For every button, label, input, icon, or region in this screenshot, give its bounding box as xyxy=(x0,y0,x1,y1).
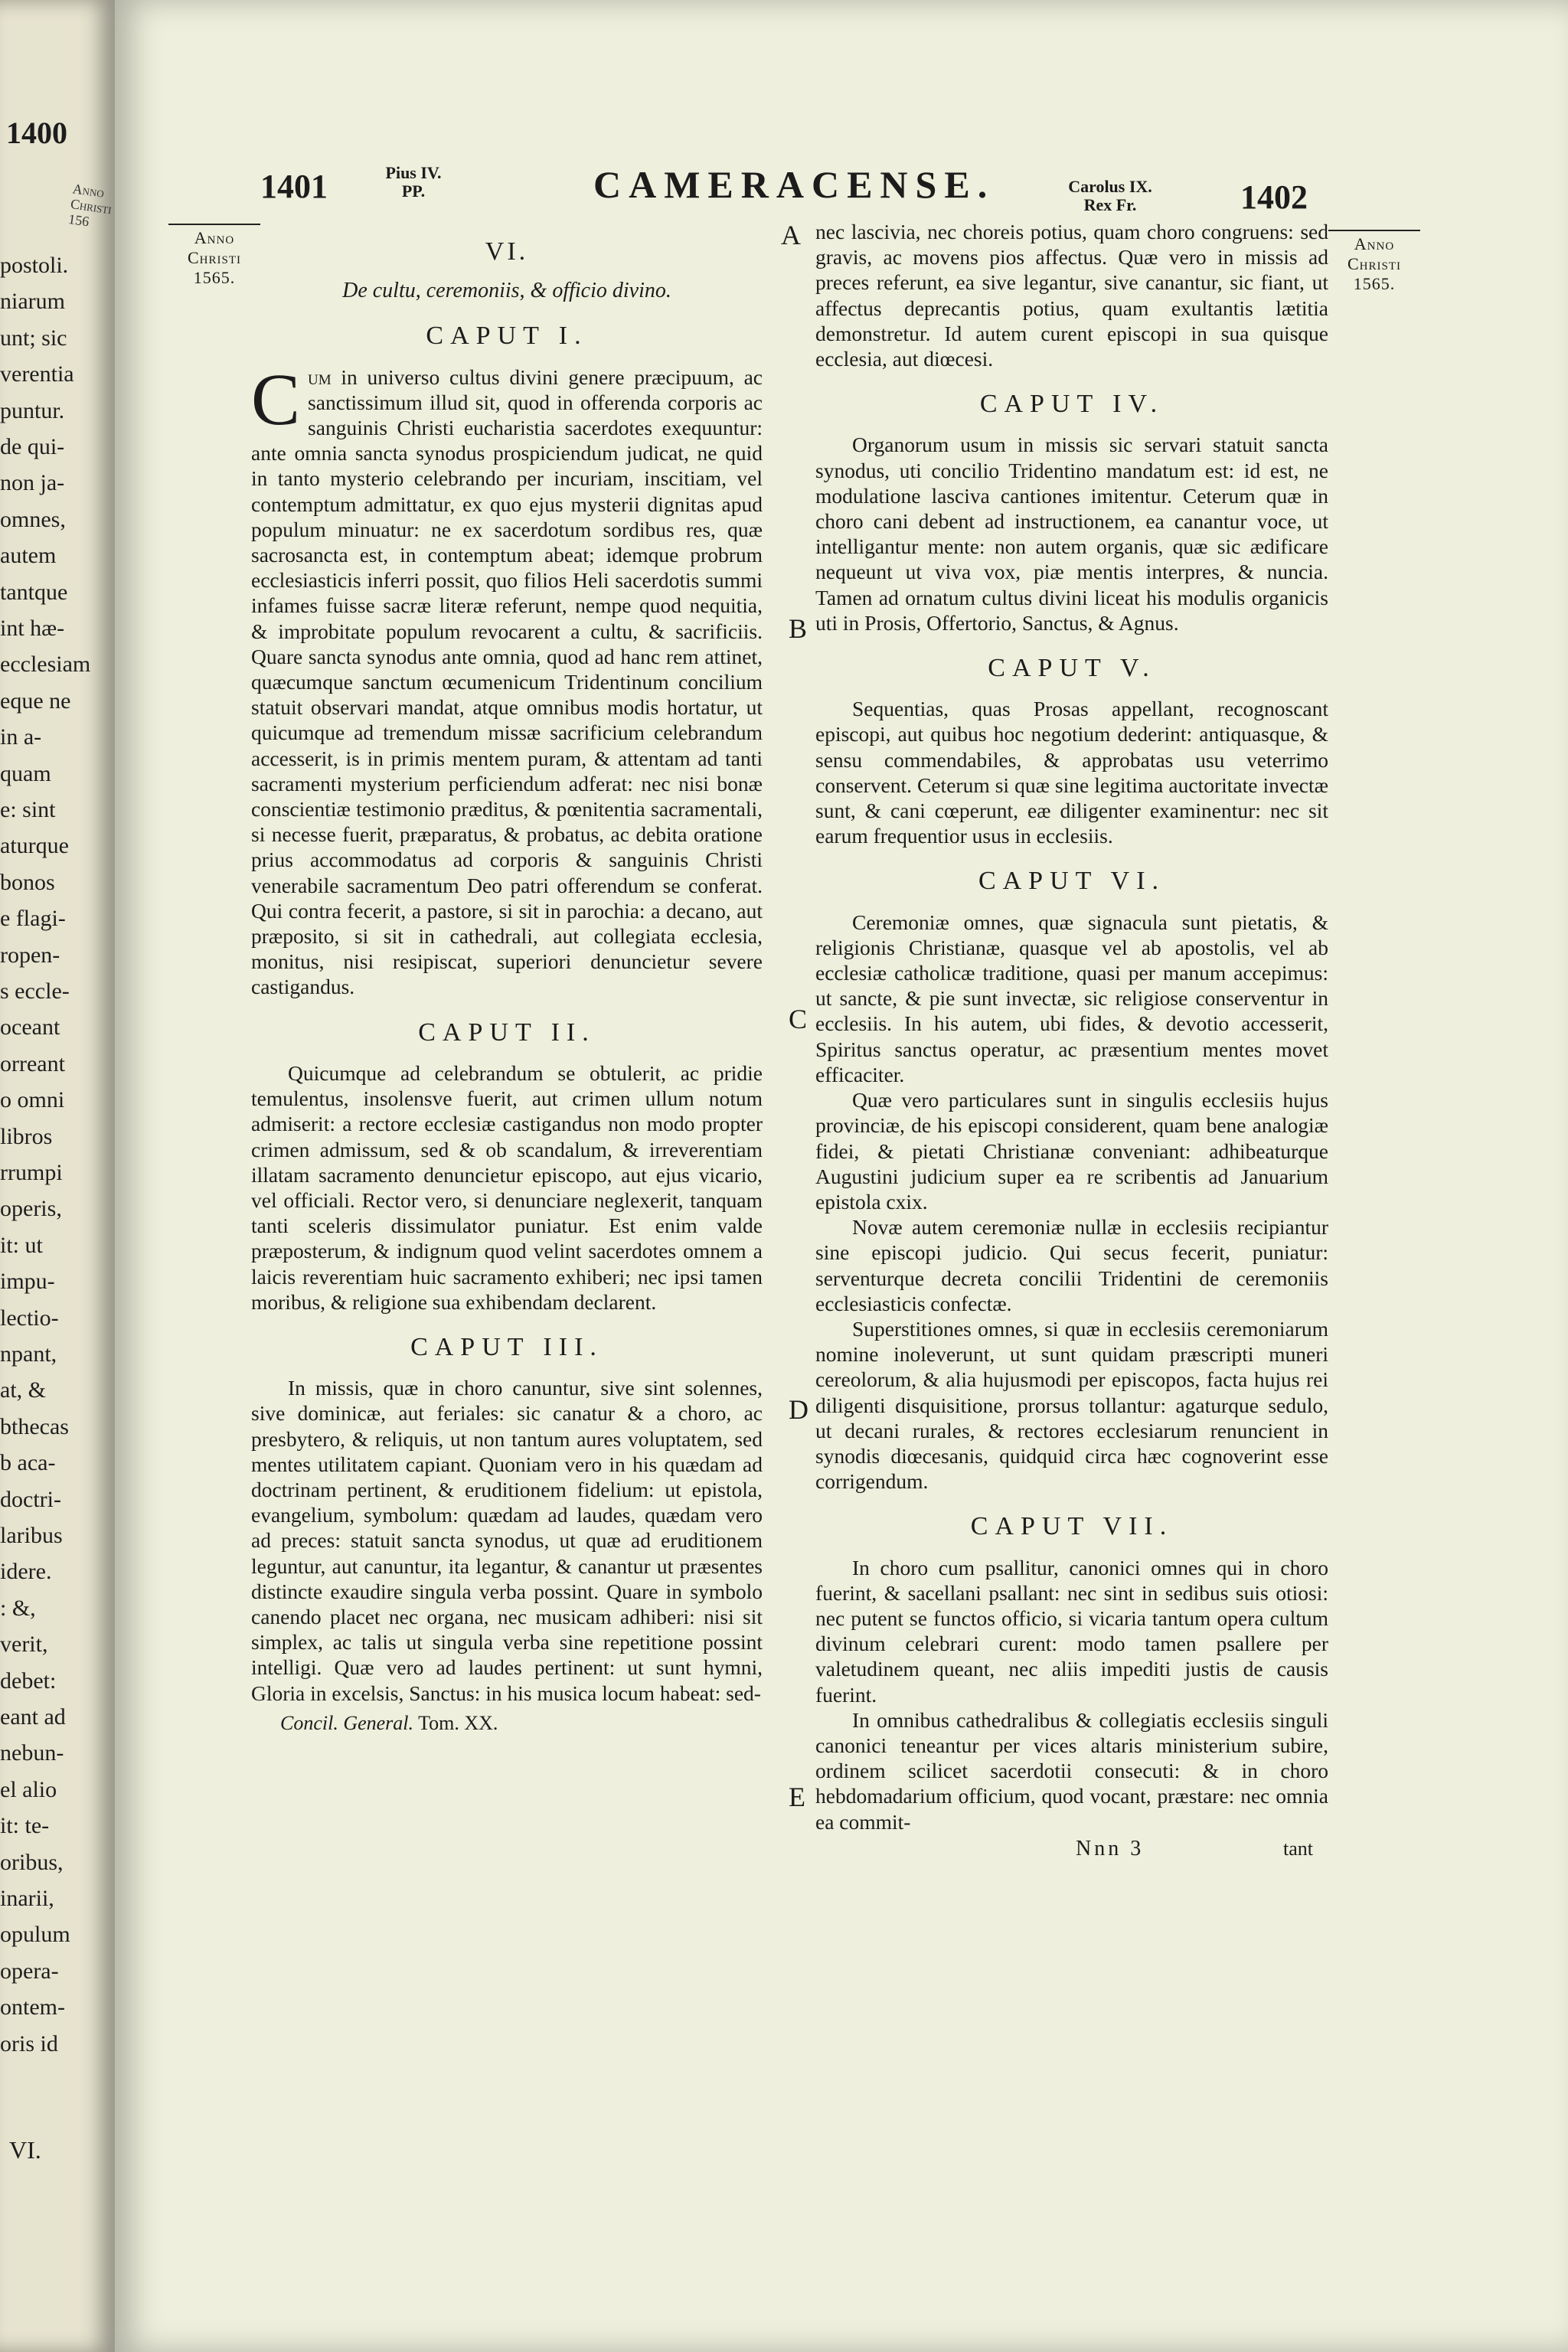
caput-2-text: Quicumque ad celebrandum se obtulerit, ac pridie temulentus, insolensve fuerit, aut crimen ullum notum admiserit: a rectore ecclesiæ castigandus non modo propter crimen admissum, sed & ob scandalum, & irreverentiam illatam sacramento denuncietur episcopo, aut ejus vicario, vel officiali. Rector vero, si denunciare neglexerit, tanquam tanti sceleris dissimulator puniatur. Est enim valde præposterum, & indignum quod velint sacerdotes omnem a laicis reverentiam huic sacramento exhiberi; nec ipsi tamen moribus, & religione sua exhibendam declarent. xyxy=(251,1060,763,1314)
previous-page-footer: VI. xyxy=(9,2136,41,2164)
caput-1-first-word: um xyxy=(308,364,332,389)
footer-note-prefix: Concil. General. xyxy=(280,1711,414,1734)
anno-right-line2: Christi xyxy=(1347,254,1401,273)
previous-page-fragment: oris id xyxy=(0,2031,58,2056)
margin-letter-a: A xyxy=(781,220,801,250)
previous-page-fragment: int hæ- xyxy=(0,616,65,641)
caput-3-heading: CAPUT III. xyxy=(410,1332,603,1361)
caput-5-heading: CAPUT V. xyxy=(988,654,1156,683)
previous-page-number: 1400 xyxy=(6,116,67,150)
previous-page-fragment: idere. xyxy=(0,1559,52,1584)
main-page xyxy=(115,0,1568,2352)
caput-7-heading: CAPUT VII. xyxy=(970,1512,1174,1541)
previous-page-fragment: eant ad xyxy=(0,1704,66,1730)
previous-page-edge xyxy=(0,0,115,2352)
previous-page-fragment: quam xyxy=(0,761,51,786)
previous-page-fragment: e flagi- xyxy=(0,906,66,931)
previous-page-fragment: rrumpi xyxy=(0,1160,63,1185)
drop-capital: C xyxy=(251,358,301,440)
signature-mark: Nnn 3 xyxy=(1076,1836,1145,1860)
right-running-head-line1: Carolus IX. xyxy=(1068,177,1152,196)
previous-page-fragment: debet: xyxy=(0,1668,57,1694)
caput-3-text: In missis, quæ in choro canuntur, sive sint solennes, sive dominicæ, aut feriales: sic canatur & a choro, ac presbytero, & reliquis, ut non tantum aures voluptatem, sed mentes utilitatem capiant. Quoniam vero in his quædam ad doctrinam pertinent, & eruditionem fidelium: ut epistola, evangelium, symbolum: quædam ad laudes, quædam vero ad preces: statuit sancta synodus, ut quæ ad eruditionem leguntur, aut canuntur, ita legantur, & canantur ut præsentes distincte exaudire singula verba possint. Quare in symbolo canendo placet nec organa, nec musicam adhiberi: nisi sit simplex, ac talis ut singula verba sine repetitione possint intelligi. Quæ vero ad laudes pertinent: ut sunt hymni, Gloria in excelsis, Sanctus: in his musica locum habeat: sed- xyxy=(251,1376,763,1705)
previous-page-fragment: laribus xyxy=(0,1523,63,1548)
caput-1-text xyxy=(251,358,763,1000)
section-title: De cultu, ceremoniis, & officio divino. xyxy=(342,279,671,303)
previous-page-fragment: bthecas xyxy=(0,1414,69,1439)
previous-page-fragment: ropen- xyxy=(0,942,60,968)
margin-letter-c: C xyxy=(789,1004,808,1034)
previous-page-fragment: aturque xyxy=(0,833,69,858)
right-page-number: 1402 xyxy=(1240,178,1308,216)
previous-page-fragment: o omni xyxy=(0,1087,65,1112)
anno-right-line1: Anno xyxy=(1354,234,1395,253)
previous-page-fragment: opera- xyxy=(0,1958,59,1984)
previous-page-fragment: puntur. xyxy=(0,398,65,423)
previous-page-fragment: it: ut xyxy=(0,1233,43,1258)
caput-6-heading: CAPUT VI. xyxy=(978,867,1166,896)
caput-1-heading: CAPUT I. xyxy=(426,322,588,351)
previous-page-fragment: autem xyxy=(0,543,57,568)
previous-page-fragment: de qui- xyxy=(0,434,65,459)
previous-page-fragment: it: te- xyxy=(0,1813,50,1838)
caput-6-paragraph-3: Novæ autem ceremoniæ nullæ in ecclesiis recipiantur sine episcopi judicio. Qui secus fecerit, puniatur: serventurque decreta concilii Tridentini de ceremoniis ecclesiasticis confectæ. xyxy=(815,1215,1328,1315)
continuation-text: nec lascivia, nec choreis potius, quam choro congruens: sed gravis, ac movens pios affectus. Quæ vero in missis ad preces referunt, ea sive legantur, sive canantur, sic fiant, ut affectus deprecantis potius, quam exultantis lætitia demonstretur. Id autem curent episcopi in sua quisque ecclesia, aut diœcesi. xyxy=(815,220,1328,371)
previous-page-fragment: at, & xyxy=(0,1377,46,1403)
margin-letter-b: B xyxy=(789,613,808,644)
margin-letter-d: D xyxy=(789,1394,808,1425)
page-title: CAMERACENSE. xyxy=(593,163,995,206)
caput-1-body: in universo cultus divini genere præcipuum, ac sanctissimum illud sit, quod in offerenda corporis ac sanguinis Christi eucharistia sacerdotes exequuntur: ante omnia sancta synodus prospiciendum judicat, ne quid in tanto mysterio celebrando per incuriam, inscitiam, vel contemptum admittatur, ex quo ejus mysterii dignitas apud populum minuatur: ne ex sacerdotum sordibus res, quæ sacrosancta est, in contemptum abeat; idemque probrum ecclesiasticis inferri possit, quo filios Heli sacerdotis summi infames fuisse sacræ literæ referunt, nempe quod nequitia, & improbitate populum revocarent a cultu, & sacrificiis. Quare sancta synodus ante omnia, quod ad hanc rem attinet, quæcumque sanctum œcumenicum Tridentinum concilium statuit observari mandat, atque omnibus modis hortatur, ut quicumque ad tremendum missæ sacrificium celebrandum accesserit, is in primis mentem puram, & attentam ad tanti sacramenti mysterium perficiendum adferat: nec nisi bonæ conscientiæ testimonio præditus, & pœnitentia sacramentali, si necesse fuerit, præparatus, & probatus, ac debita oratione prius accommodatus ad corporis & sanguinis Christi venerabile sacramentum Deo patri offerendum se conferat. Qui contra fecerit, a pastore, si sit in parochia: a decano, aut præposito, si sit in cathedrali, aut collegiata ecclesia, monitus, nisi resipiscat, superiori denuncietur severe castigandus. xyxy=(251,364,763,999)
caput-6-paragraph-2: Quæ vero particulares sunt in singulis ecclesiis hujus provinciæ, de his episcopi considerent, quam bene analogiæ fidei, & pietati Christianæ conveniant: adhibeaturque Augustini judicium super ea re scribentis ad Januarium epistola cxix. xyxy=(815,1088,1328,1214)
left-running-head-line2: PP. xyxy=(401,181,426,201)
anno-right-line3: 1565. xyxy=(1353,274,1396,293)
catchword: tant xyxy=(1283,1837,1313,1860)
previous-page-fragment: libros xyxy=(0,1124,53,1149)
page-foot xyxy=(815,1836,1328,1862)
previous-page-fragment: ontem- xyxy=(0,1994,65,2020)
previous-page-fragment: tantque xyxy=(0,580,68,605)
caput-4-heading: CAPUT IV. xyxy=(979,390,1165,419)
section-number: VI. xyxy=(485,237,529,266)
previous-page-fragment: oceant xyxy=(0,1014,60,1040)
footer-note-suffix: Tom. XX. xyxy=(418,1711,498,1734)
previous-page-fragment: el alio xyxy=(0,1777,57,1802)
previous-page-fragment: e: sint xyxy=(0,797,56,822)
previous-page-fragment: s eccle- xyxy=(0,978,70,1004)
caput-7-paragraph-1: In choro cum psallitur, canonici omnes qui in choro fuerint, & sacellani psallant: nec sint in sedibus suis otiosi: nec putent se functos officio, si vicaria tantum opera cultum divinum celebrari curent: modo tamen psallere per valetudinem queant, nec aliis impediti justis de causis fuerint. xyxy=(815,1555,1328,1707)
left-running-head xyxy=(368,164,459,201)
anno-left-line3: 1565. xyxy=(193,268,236,287)
margin-letter-e: E xyxy=(789,1782,805,1812)
previous-page-fragment: niarum xyxy=(0,289,65,314)
caput-4-text: Organorum usum in missis sic servari statuit sancta synodus, uti concilio Tridentino mandatum est: id est, ne modulatione lasciva cantiones imitentur. Ceterum quæ in choro cani debent ad instructionem, ea canantur voce, ut intelligantur mente: non autem organis, quæ sic ædificare nequeunt ut viva vox, piæ mentis interpres, & nuncia. Tamen ad ornatum cultus divini liceat his modulis organicis uti in Prosis, Offertorio, Sanctus, & Agnus. xyxy=(815,433,1328,635)
caput-6-paragraph-4: Superstitiones omnes, si quæ in ecclesiis ceremoniarum nomine inoleverunt, ut sunt quidam præscripti muneri cereolorum, & alia hujusmodi per episcopos, facta hujus rei diligenti disquisitione, prorsus tollantur: agaturque sedulo, ut decani rurales, & rectores ecclesiarum renuncient in synodis diœcesanis, quidquid circa hæc cognoverint esse corrigendum. xyxy=(815,1316,1328,1494)
footer-note xyxy=(251,1710,763,1736)
anno-left-line1: Anno xyxy=(194,228,235,247)
anno-christi-right xyxy=(1328,230,1420,294)
left-column xyxy=(251,239,763,1736)
right-running-head xyxy=(1045,178,1175,214)
previous-page-fragment: eque ne xyxy=(0,688,71,714)
previous-page-fragment: lectio- xyxy=(0,1305,59,1331)
previous-page-fragment: ecclesiam xyxy=(0,652,91,677)
previous-page-margin-note: Anno Christi 156 xyxy=(67,181,113,230)
anno-christi-left xyxy=(168,224,260,288)
previous-page-fragment: operis, xyxy=(0,1196,62,1221)
previous-page-fragment: nebun- xyxy=(0,1740,64,1766)
caput-5-text: Sequentias, quas Prosas appellant, recognoscant episcopi, aut quibus hoc negotium dederint: antiquasque, & sensu commendabiles, & approbatas usu veterrimo conservent. Ceterum si quæ sine legitima auctoritate invectæ sunt, & cani cœperunt, eæ diligenter examinentur: nec sit earum frequentior usus in ecclesiis. xyxy=(815,697,1328,848)
previous-page-fragment: postoli. xyxy=(0,253,69,278)
previous-page-fragment: unt; sic xyxy=(0,325,67,351)
previous-page-fragment: impu- xyxy=(0,1269,55,1294)
previous-page-fragment: doctri- xyxy=(0,1487,61,1512)
previous-page-fragment: verentia xyxy=(0,361,74,387)
previous-page-fragment: inarii, xyxy=(0,1886,54,1911)
previous-page-fragment: bonos xyxy=(0,870,55,895)
previous-page-fragment: b aca- xyxy=(0,1450,56,1475)
previous-page-fragment: opulum xyxy=(0,1922,70,1947)
previous-page-fragment: npant, xyxy=(0,1341,57,1367)
previous-page-fragment: : &, xyxy=(0,1596,36,1621)
left-page-number: 1401 xyxy=(260,168,328,205)
previous-page-fragment: omnes, xyxy=(0,507,66,532)
previous-page-fragment: verit, xyxy=(0,1632,48,1657)
caput-2-heading: CAPUT II. xyxy=(418,1018,596,1047)
previous-page-fragment: orreant xyxy=(0,1051,65,1076)
right-running-head-line2: Rex Fr. xyxy=(1083,195,1137,214)
previous-page-fragment: in a- xyxy=(0,724,42,750)
previous-page-fragment: non ja- xyxy=(0,470,65,495)
right-column xyxy=(815,219,1328,1862)
caput-7-paragraph-2: In omnibus cathedralibus & collegiatis ecclesiis singuli canonici teneantur per vices altaris ministerium subire, ordinem scilicet sacerdotii consecuti: & in choro hebdomadarium officium, quod vocant, præstare: nec omnia ea commit- xyxy=(815,1707,1328,1834)
anno-left-line2: Christi xyxy=(187,248,241,267)
left-running-head-line1: Pius IV. xyxy=(385,163,442,182)
previous-page-fragment: oribus, xyxy=(0,1850,64,1875)
caput-6-paragraph-1: Ceremoniæ omnes, quæ signacula sunt pietatis, & religionis Christianæ, quasque vel ab apostolis, vel ab ecclesiæ catholicæ traditione, quasi per manum accepimus: ut sancte, & pie sunt invectæ, sic religiose conserventur in ecclesiis. In his autem, ubi fides, & devotio accesserit, Spiritus sanctus operatur, ac præsentium mentes movet efficaciter. xyxy=(815,910,1328,1086)
